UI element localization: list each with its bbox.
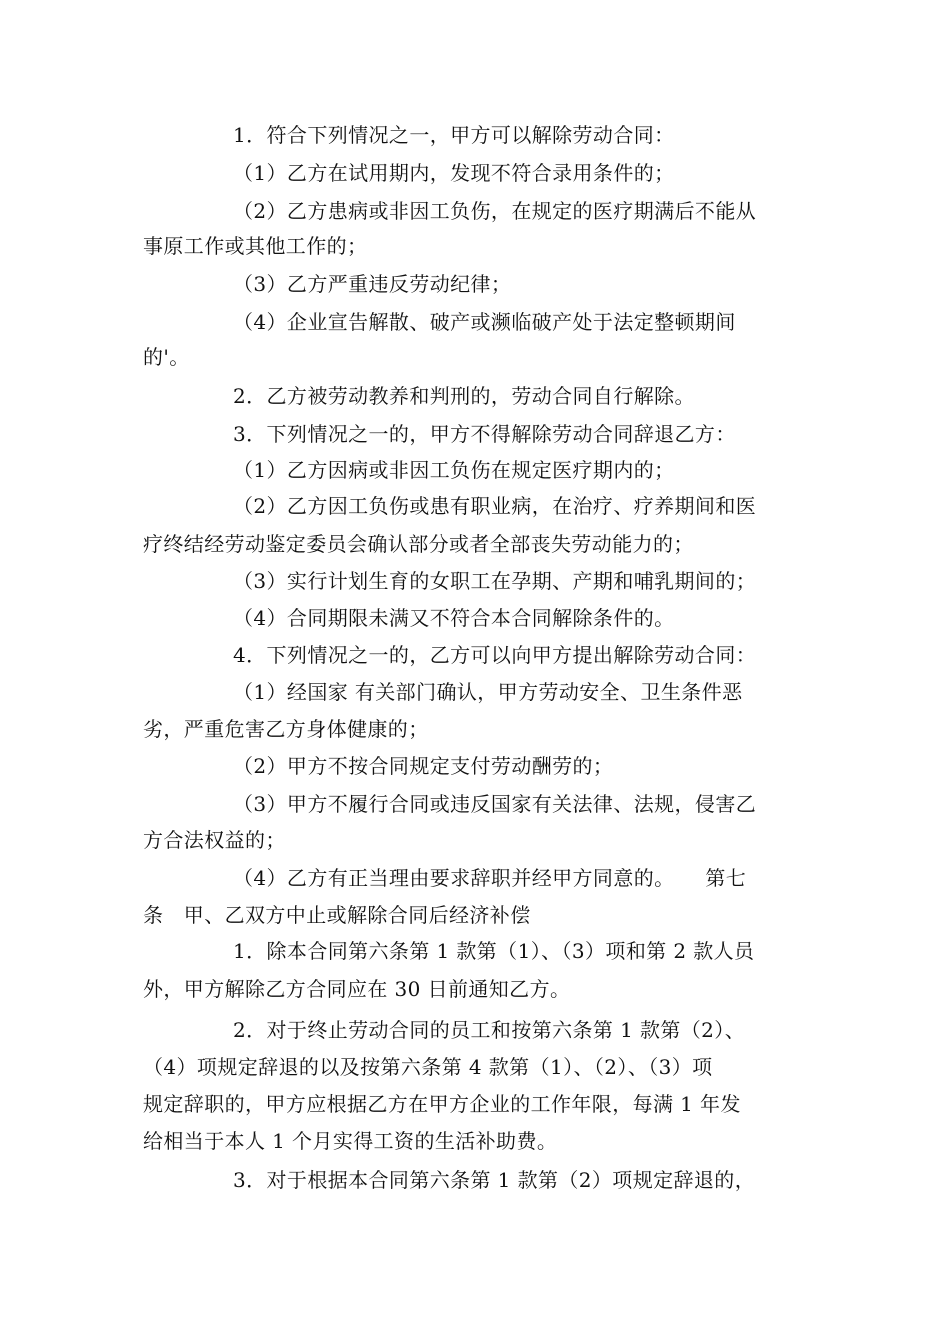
paragraph-line: （4）企业宣告解散、破产或濒临破产处于法定整顿期间: [233, 310, 736, 334]
paragraph-line: （2）乙方患病或非因工负伤，在规定的医疗期满后不能从: [233, 199, 757, 223]
paragraph-line: 条 甲、乙双方中止或解除合同后经济补偿: [143, 903, 531, 927]
paragraph-line: 劣，严重危害乙方身体健康的；: [143, 717, 429, 741]
paragraph-line: （1）经国家 有关部门确认，甲方劳动安全、卫生条件恶: [233, 680, 743, 704]
paragraph-line: （3）实行计划生育的女职工在孕期、产期和哺乳期间的；: [233, 569, 757, 593]
paragraph-line: 4．下列情况之一的，乙方可以向甲方提出解除劳动合同：: [233, 643, 757, 667]
paragraph-line: 的'。: [143, 345, 190, 369]
paragraph-line: （2）甲方不按合同规定支付劳动酬劳的；: [233, 754, 614, 778]
paragraph-line: 事原工作或其他工作的；: [143, 234, 368, 258]
paragraph-line: （1）乙方在试用期内，发现不符合录用条件的；: [233, 161, 675, 185]
paragraph-line: （1）乙方因病或非因工负伤在规定医疗期内的；: [233, 458, 675, 482]
paragraph-line: 疗终结经劳动鉴定委员会确认部分或者全部丧失劳动能力的；: [143, 532, 694, 556]
paragraph-line: 外，甲方解除乙方合同应在 30 日前通知乙方。: [143, 977, 571, 1001]
paragraph-line: 2．对于终止劳动合同的员工和按第六条第 1 款第（2）、: [233, 1018, 746, 1042]
paragraph-line: 1．符合下列情况之一，甲方可以解除劳动合同：: [233, 123, 675, 147]
paragraph-line: 3．下列情况之一的，甲方不得解除劳动合同辞退乙方：: [233, 422, 736, 446]
paragraph-line: （3）乙方严重违反劳动纪律；: [233, 272, 512, 296]
paragraph-line: 规定辞职的，甲方应根据乙方在甲方企业的工作年限，每满 1 年发: [143, 1092, 741, 1116]
paragraph-line: （4）合同期限未满又不符合本合同解除条件的。: [233, 606, 675, 630]
paragraph-line: （2）乙方因工负伤或患有职业病，在治疗、疗养期间和医: [233, 494, 757, 518]
paragraph-line: 1．除本合同第六条第 1 款第（1）、（3）项和第 2 款人员: [233, 939, 755, 963]
paragraph-line: 方合法权益的；: [143, 828, 286, 852]
paragraph-line: （4）乙方有正当理由要求辞职并经甲方同意的。 第七: [233, 866, 747, 890]
paragraph-line: 给相当于本人 1 个月实得工资的生活补助费。: [143, 1129, 558, 1153]
paragraph-line: 3．对于根据本合同第六条第 1 款第（2）项规定辞退的，: [233, 1168, 756, 1192]
paragraph-line: 2．乙方被劳动教养和判刑的，劳动合同自行解除。: [233, 384, 695, 408]
paragraph-line: （4）项规定辞退的以及按第六条第 4 款第（1）、（2）、（3）项: [143, 1055, 713, 1079]
paragraph-line: （3）甲方不履行合同或违反国家有关法律、法规，侵害乙: [233, 792, 757, 816]
